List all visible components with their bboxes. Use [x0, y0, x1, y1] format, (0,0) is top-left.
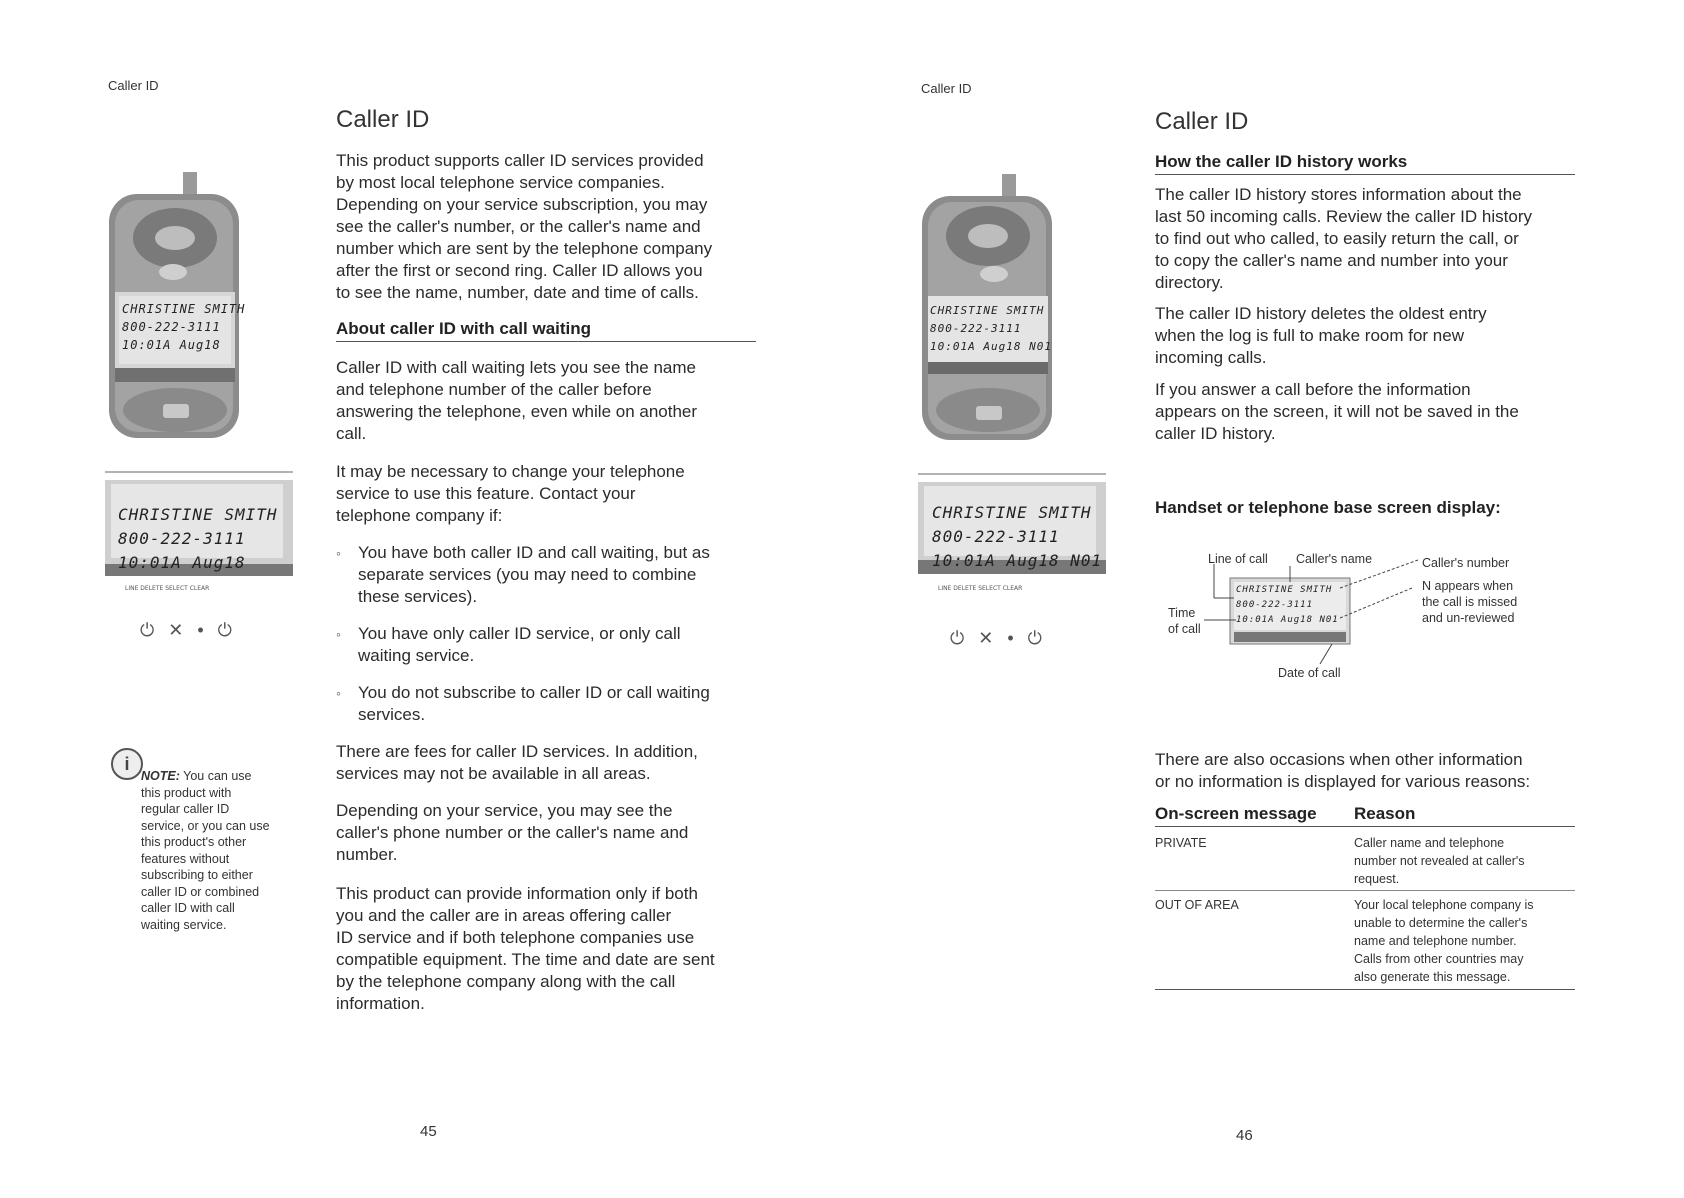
handset-lcd-line1: CHRISTINE SMITH	[930, 304, 1045, 317]
text-line: and un-reviewed	[1422, 611, 1515, 625]
table-row-reason	[1354, 834, 1574, 888]
text-line: number not revealed at caller's	[1354, 854, 1525, 868]
note-line: caller ID or combined	[141, 884, 260, 899]
history-paragraph-1	[1155, 184, 1585, 294]
occasions-paragraph	[1155, 749, 1585, 793]
base-buttons-icon: ⏻✕•⏻	[140, 620, 246, 640]
text-line: number.	[336, 845, 398, 864]
label-of-call: of call	[1168, 622, 1201, 636]
base-lcd-line1: CHRISTINE SMITH	[118, 505, 278, 524]
text-line: after the first or second ring. Caller ID allows you	[336, 261, 703, 280]
handset-lcd-line3: 10:01A Aug18	[122, 338, 221, 352]
base-lcd-line3: 10:01A Aug18 N01	[932, 551, 1103, 570]
text-line: services.	[358, 705, 426, 724]
base-buttons-icon: ⏻✕•⏻	[950, 628, 1056, 648]
note-line: this product's other	[141, 835, 247, 849]
text-line: and telephone number of the caller before	[336, 380, 652, 399]
diagram-lcd-line1: CHRISTINE SMITH	[1236, 585, 1333, 595]
label-callers-name: Caller's name	[1296, 552, 1373, 566]
base-lcd-line3: 10:01A Aug18	[118, 553, 246, 572]
text-line: separate services (you may need to combine	[358, 565, 697, 584]
note-line: caller ID with call	[141, 901, 235, 915]
table-header-reason: Reason	[1354, 804, 1416, 823]
text-line: when the log is full to make room for new	[1155, 326, 1464, 345]
table-row-message: OUT OF AREA	[1155, 898, 1239, 912]
running-head-right: Caller ID	[921, 81, 972, 96]
diagram-lcd-line3: 10:01A Aug18 N01	[1236, 615, 1339, 625]
text-line: call.	[336, 424, 367, 443]
bullet-item	[358, 542, 710, 608]
svg-text:LINE DELETE SELECT CLEAR: LINE DELETE SELECT CLEAR	[125, 585, 210, 592]
display-heading: Handset or telephone base screen display:	[1155, 498, 1501, 517]
label-date-of-call: Date of call	[1278, 666, 1341, 680]
note-line: features without	[141, 851, 230, 866]
text-line: by the telephone company along with the call	[336, 972, 676, 991]
text-line: see the caller's number, or the caller's name and	[336, 217, 701, 236]
text-line: by most local telephone service companies.	[336, 173, 665, 192]
table-divider	[1155, 890, 1575, 891]
text-line: to find out who called, to easily return the call, or	[1155, 229, 1519, 248]
text-line: number which are sent by the telephone company	[336, 239, 713, 258]
text-line: these services).	[358, 587, 478, 606]
subheading-history: How the caller ID history works	[1155, 152, 1575, 175]
text-line: Depending on your service, you may see the	[336, 801, 673, 820]
base-lcd-line2: 800-222-3111	[118, 529, 246, 548]
handset-lcd-line3: 10:01A Aug18 N01	[930, 340, 1052, 353]
page-title-right: Caller ID	[1155, 108, 1249, 135]
text-line: waiting service.	[358, 646, 475, 665]
fees-paragraph	[336, 741, 756, 785]
label-line-of-call: Line of call	[1208, 552, 1268, 566]
text-line: Caller name and telephone	[1354, 836, 1505, 850]
text-line: name and telephone number.	[1354, 934, 1517, 948]
note-line: waiting service.	[141, 917, 227, 932]
text-line: or no information is displayed for various reasons:	[1155, 772, 1531, 791]
text-line: also generate this message.	[1354, 970, 1511, 984]
table-divider	[1155, 989, 1575, 990]
running-head-left: Caller ID	[108, 78, 159, 93]
text-line: ◦ You have both caller ID and call waiting, but as	[358, 543, 710, 562]
text-line: to see the name, number, date and time of calls.	[336, 283, 699, 302]
page-title-left: Caller ID	[336, 106, 430, 133]
base-lcd-line2: 800-222-3111	[932, 527, 1060, 546]
text-line: service to use this feature. Contact your	[336, 484, 636, 503]
info-paragraph	[336, 883, 756, 1015]
text-line: caller's phone number or the caller's name and	[336, 823, 689, 842]
history-paragraph-3	[1155, 379, 1585, 445]
text-line: This product supports caller ID services provided	[336, 151, 704, 170]
text-line: appears on the screen, it will not be saved in the	[1155, 402, 1519, 421]
note-line: regular caller ID	[141, 802, 230, 816]
text-line: If you answer a call before the information	[1155, 380, 1471, 399]
text-line: request.	[1354, 872, 1400, 886]
text-line: to copy the caller's name and number into your	[1155, 251, 1508, 270]
note-line: this product with	[141, 785, 232, 800]
text-line: It may be necessary to change your telephone	[336, 462, 685, 481]
note-line: You can use	[179, 769, 252, 783]
text-line: last 50 incoming calls. Review the caller ID history	[1155, 207, 1532, 226]
intro-paragraph	[336, 150, 756, 304]
text-line: The caller ID history deletes the oldest entry	[1155, 304, 1487, 323]
text-line: answering the telephone, even while on another	[336, 402, 698, 421]
note-line: subscribing to either	[141, 868, 253, 882]
text-line: Depending on your service subscription, you may	[336, 195, 708, 214]
note-line: service, or you can use	[141, 818, 270, 833]
table-row-message: PRIVATE	[1155, 836, 1207, 850]
page-number-left: 45	[420, 1123, 437, 1140]
handset-lcd-line2: 800-222-3111	[930, 322, 1022, 335]
handset-lcd-line2: 800-222-3111	[122, 320, 221, 334]
table-divider	[1155, 826, 1575, 827]
text-line: incoming calls.	[1155, 348, 1267, 367]
text-line: compatible equipment. The time and date are sent	[336, 950, 715, 969]
text-line: you and the caller are in areas offering caller	[336, 906, 672, 925]
label-time: Time	[1168, 606, 1196, 620]
note-block	[141, 768, 301, 933]
label-n-appears	[1422, 578, 1517, 626]
text-line: Calls from other countries may	[1354, 952, 1524, 966]
table-header-message: On-screen message	[1155, 804, 1317, 823]
text-line: There are fees for caller ID services. In addition,	[336, 742, 698, 761]
bullet-item	[358, 623, 681, 667]
text-line: the call is missed	[1422, 595, 1518, 609]
history-paragraph-2	[1155, 303, 1585, 369]
handset-lcd-line1: CHRISTINE SMITH	[122, 302, 246, 316]
text-line: caller ID history.	[1155, 424, 1276, 443]
text-line: telephone company if:	[336, 506, 503, 525]
base-lcd-line1: CHRISTINE SMITH	[932, 503, 1092, 522]
subheading-call-waiting: About caller ID with call waiting	[336, 319, 756, 342]
text-line: The caller ID history stores information about the	[1155, 185, 1522, 204]
text-line: This product can provide information only if both	[336, 884, 698, 903]
text-line: Your local telephone company is	[1354, 898, 1534, 912]
text-line: services may not be available in all areas.	[336, 764, 651, 783]
note-label: NOTE:	[141, 769, 180, 783]
table-row-reason	[1354, 896, 1574, 986]
text-line: ◦ You have only caller ID service, or only call	[358, 624, 681, 643]
diagram-lcd-line2: 800-222-3111	[1236, 600, 1314, 610]
depending-paragraph	[336, 800, 756, 866]
text-line: N appears when	[1422, 579, 1514, 593]
text-line: directory.	[1155, 273, 1224, 292]
text-line: information.	[336, 994, 425, 1013]
text-line: unable to determine the caller's	[1354, 916, 1528, 930]
svg-text:LINE DELETE SELECT CLEAR: LINE DELETE SELECT CLEAR	[938, 585, 1023, 592]
call-waiting-paragraph	[336, 357, 756, 445]
text-line: ◦ You do not subscribe to caller ID or call waiting	[358, 683, 710, 702]
text-line: Caller ID with call waiting lets you see the name	[336, 358, 696, 377]
text-line: There are also occasions when other information	[1155, 750, 1523, 769]
label-callers-number: Caller's number	[1422, 556, 1510, 570]
text-line: ID service and if both telephone companies use	[336, 928, 695, 947]
bullet-item	[358, 682, 710, 726]
necessary-paragraph	[336, 461, 756, 527]
info-icon: i	[111, 748, 143, 780]
page-number-right: 46	[1236, 1127, 1253, 1144]
